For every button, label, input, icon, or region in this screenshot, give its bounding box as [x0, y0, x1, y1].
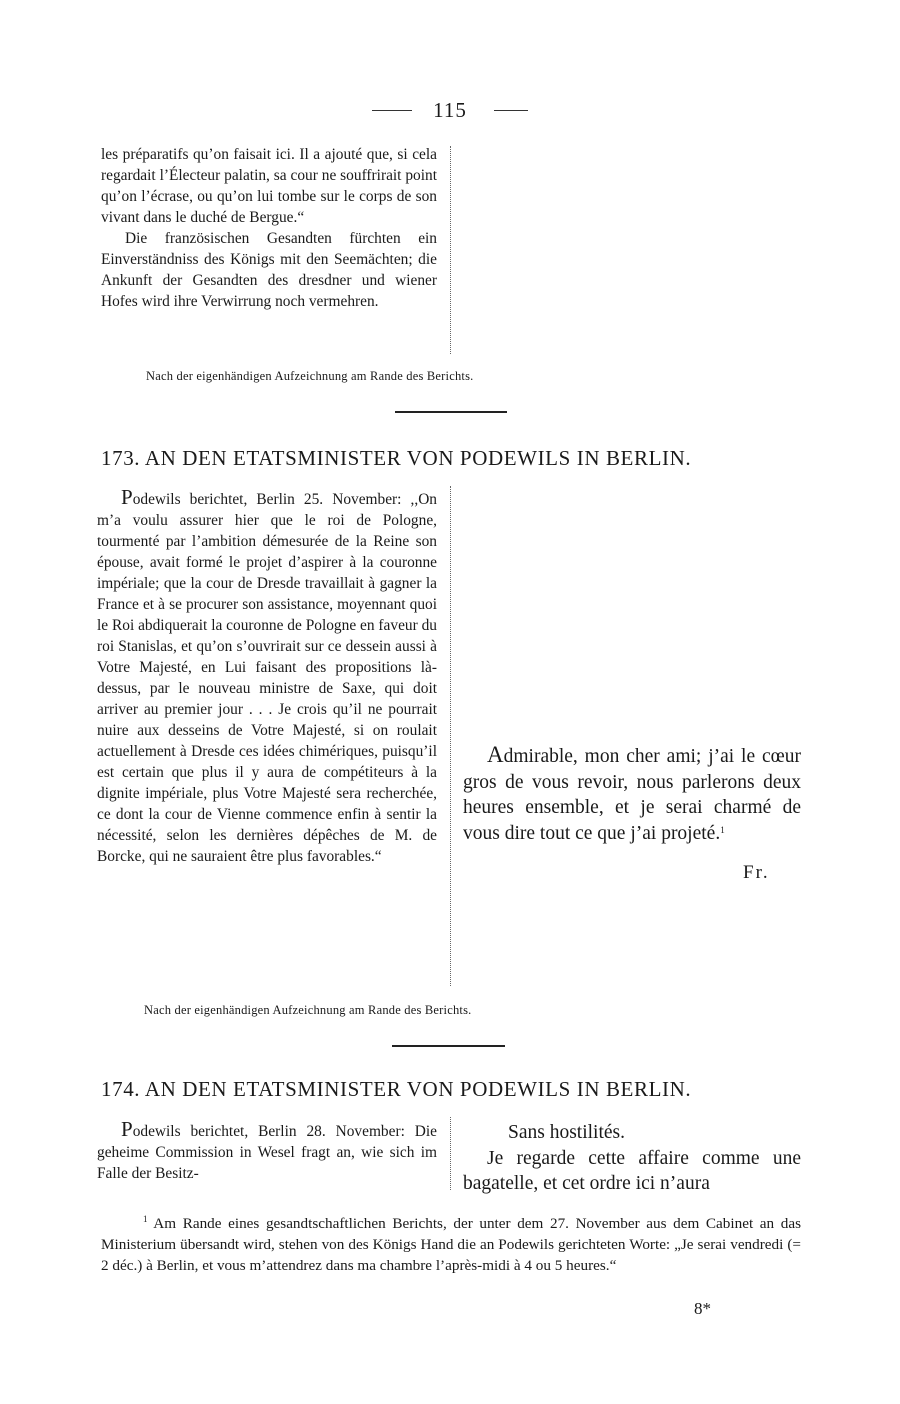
continuation-paragraph: les préparatifs qu’on faisait ici. Il a ajouté que, si cela regardait l’Électeur palatin, sa cour ne souffrirait point qu’on l’écrase, ou qu’on lui tombe sur le corps de son vivant dans le duché de Bergue.“	[101, 146, 437, 226]
reply-text-173: dmirable, mon cher ami; j’ai le cœur gros de vous revoir, nous parlerons deux heures ensemble, et je serai charmé de vous dire tout ce que j’ai projeté.	[463, 746, 801, 844]
initial-letter: P	[121, 485, 133, 509]
signature: Fr.	[743, 862, 770, 883]
signature-mark: 8*	[694, 1299, 711, 1318]
initial-letter: A	[487, 742, 504, 767]
report-text-173: odewils berichtet, Berlin 25. November: ,,On m’a voulu assurer hier que le roi de Pologne, tourmenté par l’ambition démesurée de la Reine son épouse, avait formé le projet d’aspirer à la couronne impériale; que la cour de Dresde travaillait à gagner la France et à se procurer son assistance, moyennant quoi le Roi abdiquerait la couronne de Pologne en faveur du roi Stanislas, et qu’on s’ouvrirait sur ce dessein aussi à Votre Majesté, en Lui faisant des propositions là-dessus, par le nouveau ministre de Saxe, qui doit arriver au premier jour . . . Je crois qu’il ne pourrait nuire aux desseins de Votre Majesté, si on roulait actuellement à Dresde ces idées chimériques, puisqu’il est certain que plus il y aura de compétiteurs à la dignite impériale, plus Votre Majesté sera recherchée, ce dont la cour de Vienne commence enfin à sentir la nécessité, selon les dernières dépêches de M. de Borcke, qui ne sauraient être plus favorables.“	[97, 491, 437, 865]
report-summary-174	[97, 1119, 437, 1184]
section-separator	[395, 411, 507, 413]
column-divider	[450, 486, 451, 986]
initial-letter: P	[121, 1117, 133, 1141]
page-number-rule-right	[494, 110, 528, 111]
continuation-text	[101, 144, 437, 312]
report-text-174: odewils berichtet, Berlin 28. November: Die geheime Commission in Wesel fragt an, wie sich im Falle der Besitz-	[97, 1123, 437, 1182]
footnote-number: 1	[143, 1214, 148, 1224]
source-note: Nach der eigenhändigen Aufzeichnung am Rande des Berichts.	[146, 369, 474, 383]
page-number: 115	[433, 98, 467, 122]
reply-line-174: Sans hostilités.	[508, 1122, 626, 1143]
section-separator	[392, 1045, 505, 1047]
footnote-text: Am Rande eines gesandtschaftlichen Berichts, der unter dem 27. November aus dem Cabinet an das Ministerium übersandt wird, stehen von des Königs Hand die an Podewils gerichteten Worte: „Je serai vendredi (= 2 déc.) à Berlin, et vous m’attendrez dans ma chambre l’après-midi à 4 ou 5 heures.“	[101, 1215, 801, 1274]
king-reply-174	[463, 1120, 801, 1197]
document-heading-173: 173. AN DEN ETATSMINISTER VON PODEWILS IN BERLIN.	[101, 446, 692, 470]
footnote-marker: 1	[720, 824, 725, 835]
column-divider	[450, 1117, 451, 1190]
reply-text-174: Je regarde cette affaire comme une bagatelle, et cet ordre ici n’aura	[463, 1147, 801, 1194]
summary-paragraph: Die französischen Gesandten fürchten ein Einverständniss des Königs mit den Seemächten; die Ankunft der Gesandten des dresdner und wiener Hofes wird ihre Verwirrung noch vermehren.	[101, 230, 437, 310]
footnote	[101, 1213, 801, 1276]
source-note: Nach der eigenhändigen Aufzeichnung am Rande des Berichts.	[144, 1003, 472, 1017]
king-reply-173	[463, 742, 801, 846]
report-summary-173	[97, 487, 437, 867]
document-heading-174: 174. AN DEN ETATSMINISTER VON PODEWILS IN BERLIN.	[101, 1077, 692, 1101]
column-divider	[450, 146, 451, 354]
